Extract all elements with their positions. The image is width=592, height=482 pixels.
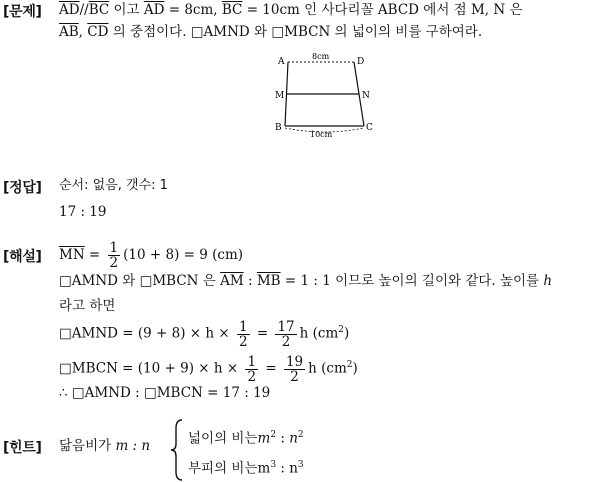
equals: = [84, 247, 105, 263]
denominator: 2 [281, 333, 291, 350]
exponent: 2 [270, 430, 277, 440]
exponent: 3 [297, 460, 304, 470]
explain-line-6: ∴ □AMND : □MBCN = 17 : 19 [59, 385, 271, 401]
label-b: B [275, 123, 282, 133]
var-n: n [289, 460, 298, 477]
problem-line-2 [59, 23, 482, 41]
hint-ratio: m : n [115, 438, 151, 454]
segment-ad-2: $\overline{AD}$ [143, 2, 165, 18]
explain-line-5 [59, 348, 358, 386]
explain-line-4 [59, 313, 349, 351]
numerator: 1 [247, 353, 257, 370]
explain-text-2a: □AMND 와 □MBCN 은 [59, 273, 221, 289]
var-n: n [289, 430, 298, 447]
explain-line-1 [59, 238, 243, 272]
explain-text-5c: ) [352, 360, 358, 377]
numerator: 17 [277, 318, 295, 335]
equals: = [252, 325, 273, 342]
answer-line-1: 순서: 없음, 갯수: 1 [59, 178, 168, 193]
label-d: D [357, 57, 365, 67]
problem-tag: [문제] [3, 4, 42, 20]
segment-mn-text: $\overline{MN}$ [59, 247, 85, 263]
fraction-17-2 [275, 320, 296, 349]
hint-volume-ratio [188, 456, 304, 478]
explain-text-5a: □MBCN = (10 + 9) × h × [59, 360, 243, 377]
explain-text-4a: □AMND = (9 + 8) × h × [59, 325, 234, 342]
label-n: N [362, 91, 370, 101]
problem-line-1 [59, 1, 523, 19]
problem-text-1: 이고 [109, 2, 144, 18]
label-bottom-length: 10cm [310, 130, 333, 138]
label-m: M [275, 91, 285, 101]
colon: : [276, 430, 290, 447]
problem-text-3: = 10cm 인 사다리꼴 ABCD 에서 점 M, N 은 [242, 2, 523, 18]
hint-area-text: 넓이의 비는 [188, 430, 258, 447]
fraction-half [108, 241, 121, 270]
explain-text-1: (10 + 8) = 9 (cm) [123, 247, 244, 263]
hint-line [59, 437, 150, 455]
trapezoid-figure [270, 50, 380, 138]
hint-volume-text: 부피의 비는 [188, 460, 258, 477]
explain-line-3: 라고 하면 [59, 298, 116, 314]
denominator: 2 [109, 255, 119, 271]
segment-ab: $\overline{AB}$ [59, 24, 79, 40]
fraction-half [245, 355, 258, 384]
explain-tag: [해설] [3, 249, 42, 265]
exponent: 2 [297, 430, 304, 440]
colon: : [243, 273, 257, 289]
label-a: A [278, 57, 285, 67]
problem-text-4: 의 중점이다. □AMND 와 □MBCN 의 넓이의 비를 구하여라. [108, 24, 483, 40]
fraction-19-2 [284, 355, 305, 384]
segment-ad: $\overline{AD}$ [59, 2, 80, 18]
var-m: m [257, 430, 271, 447]
segment-am: $\overline{AM}$ [220, 273, 244, 289]
left-brace [170, 418, 184, 482]
explain-line-2 [59, 272, 552, 290]
explain-text-4c: ) [344, 325, 350, 342]
numerator: 19 [285, 353, 304, 370]
explain-text-2b: = 1 : 1 이므로 높이의 길이와 같다. 높이를 [280, 273, 544, 289]
var-m: m [257, 460, 271, 477]
denominator: 2 [290, 368, 299, 385]
fraction-half [237, 320, 250, 349]
hint-area-ratio [188, 426, 304, 448]
exponent: 2 [338, 325, 344, 335]
comma: , [78, 24, 88, 40]
numerator: 1 [109, 240, 119, 256]
explain-text-5b: h (cm [308, 360, 347, 377]
segment-cd: $\overline{CD}$ [87, 24, 109, 40]
segment-bc-2: $\overline{BC}$ [221, 2, 243, 18]
denominator: 2 [247, 368, 257, 385]
explain-text-4b: h (cm [299, 325, 339, 342]
label-c: C [366, 123, 373, 133]
denominator: 2 [238, 333, 248, 350]
hint-tag: [힌트] [3, 440, 42, 456]
hint-lead: 닮음비가 [59, 438, 116, 454]
equals: = [261, 360, 281, 377]
segment-mb: $\overline{MB}$ [256, 273, 281, 289]
colon: : [276, 460, 290, 477]
numerator: 1 [238, 318, 248, 335]
answer-tag: [정답] [3, 180, 42, 196]
problem-text-2: = 8cm, [164, 2, 222, 18]
height-variable: h [543, 273, 553, 289]
parallel-sign: // [79, 2, 89, 18]
exponent: 2 [346, 360, 353, 370]
answer-line-2: 17 : 19 [59, 204, 107, 220]
label-top-length: 8cm [312, 52, 330, 61]
exponent: 3 [270, 460, 277, 470]
segment-bc: $\overline{BC}$ [88, 2, 110, 18]
